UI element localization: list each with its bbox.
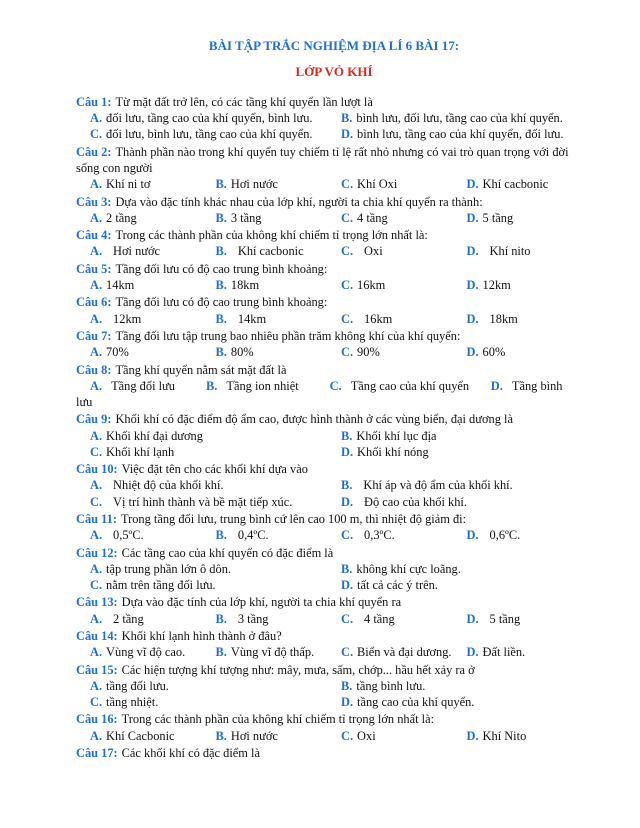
question-stem: [76, 227, 592, 243]
question-8: [76, 362, 592, 411]
option-text: Biển và đại dương.: [357, 645, 452, 660]
option-text: 5 tầng: [489, 611, 521, 626]
option-letter: B.: [215, 277, 227, 292]
option-letter: B.: [205, 378, 218, 393]
answer-option-a: [90, 277, 216, 293]
answer-option-a: [90, 311, 216, 327]
answer-option-c: [341, 311, 467, 327]
option-text: tập trung phần lớn ô dôn.: [106, 561, 231, 576]
option-letter: A.: [90, 728, 103, 743]
option-letter: D.: [466, 177, 479, 192]
answer-option-a: [90, 428, 341, 444]
question-number: Câu 7:: [76, 328, 112, 343]
option-text: bình lưu, đối lưu, tầng cao của khí quyển.: [356, 111, 563, 126]
option-text: 90%: [357, 345, 380, 360]
answer-option-c: [341, 728, 467, 744]
answer-option-d: [341, 494, 592, 510]
option-text: 12km: [482, 277, 511, 292]
answer-options: [76, 728, 592, 744]
option-letter: C.: [341, 611, 354, 626]
question-5: [76, 261, 592, 293]
question-text: Các hiện tượng khí tượng như: mây, mưa, sấm, chớp... hầu hết xảy ra ở: [121, 662, 475, 677]
option-letter: A.: [90, 311, 103, 326]
question-text: Dựa vào đặc tính của lớp khí, người ta chia khí quyển ra: [121, 595, 402, 610]
option-text: 0,5ºC.: [113, 528, 144, 543]
option-letter: A.: [90, 210, 103, 225]
question-number: Câu 9:: [76, 412, 112, 427]
question-15: [76, 662, 592, 711]
answer-option-c: [90, 126, 341, 142]
option-letter: D.: [466, 645, 479, 660]
question-stem: [76, 94, 592, 110]
option-text: 80%: [230, 345, 254, 360]
question-16: [76, 711, 592, 743]
question-text: Từ mặt đất trở lên, có các tầng khí quyển lần lượt là: [115, 95, 373, 109]
option-letter: C.: [90, 127, 103, 142]
option-letter: A.: [90, 678, 103, 693]
question-number: Câu 5:: [76, 261, 112, 276]
answer-option-c: [341, 527, 467, 543]
option-letter: C.: [90, 444, 103, 459]
answer-option-d: [467, 344, 593, 360]
document-subtitle: LỚP VỎ KHÍ: [295, 64, 373, 79]
question-number: Câu 4:: [76, 228, 112, 243]
option-text: Khí áp và độ ẩm của khối khí.: [363, 478, 513, 493]
answer-options: [76, 428, 592, 460]
answer-options-inline: A. Tầng đối lưu B. Tầng ion nhiệt C. Tầng cao của khí quyển D. Tầng bình lưu: [76, 378, 566, 409]
answer-option-b: [216, 311, 342, 327]
option-letter: A.: [90, 428, 103, 443]
answer-option-c: [341, 644, 467, 660]
option-letter: B.: [215, 244, 227, 259]
answer-option-d: [341, 694, 592, 710]
option-text: 14km: [106, 277, 135, 292]
option-letter: A.: [90, 528, 103, 543]
option-text: tầng bình lưu.: [356, 678, 426, 693]
option-letter: C.: [90, 694, 103, 709]
answer-options: [76, 344, 592, 360]
option-letter: A.: [90, 177, 103, 192]
option-letter: D.: [341, 577, 354, 592]
option-text: bình lưu, tầng cao của khí quyển, đối lưu.: [357, 127, 564, 142]
answer-option-b: [341, 428, 592, 444]
answer-option-a: [90, 176, 216, 192]
option-letter: B.: [215, 645, 227, 660]
option-letter: D.: [466, 244, 479, 259]
answer-option-a: [90, 527, 216, 543]
question-stem: [76, 328, 592, 344]
answer-options: [76, 277, 592, 293]
option-text: 0,6ºC.: [489, 528, 521, 543]
option-text: Khối khí lạnh: [106, 444, 175, 459]
question-17: [76, 745, 592, 761]
answer-options: [76, 644, 592, 660]
question-text: Thành phần nào trong khí quyển tuy chiếm tỉ lệ rất nhỏ nhưng có vai trò quan trọng với đời sống con người: [76, 144, 569, 175]
answer-option-c: [341, 243, 467, 259]
option-letter: C.: [341, 277, 354, 292]
option-letter: D.: [466, 345, 479, 360]
option-letter: D.: [341, 444, 354, 459]
question-number: Câu 8:: [76, 362, 112, 377]
option-text: Khí Cacbonic: [106, 728, 175, 743]
question-number: Câu 16:: [76, 712, 118, 727]
answer-option-b: [216, 728, 342, 744]
question-text: Khối khí lạnh hình thành ở đâu?: [121, 628, 282, 643]
option-text: 60%: [482, 345, 506, 360]
option-text: Oxi: [364, 244, 383, 259]
option-text: 12km: [113, 311, 142, 326]
question-14: [76, 628, 592, 660]
question-number: Câu 12:: [76, 545, 118, 560]
option-text: tầng cao của khí quyển.: [357, 694, 475, 709]
option-text: 4 tầng: [364, 611, 395, 626]
option-text: tầng nhiệt.: [106, 694, 159, 709]
answer-option-a: [90, 644, 216, 660]
option-letter: B.: [341, 478, 353, 493]
question-stem: [76, 711, 592, 727]
option-text: Hơi nước: [113, 244, 161, 259]
question-number: Câu 10:: [76, 462, 118, 477]
answer-option-b: [216, 176, 342, 192]
question-stem: [76, 461, 592, 477]
answer-option-b: [216, 611, 342, 627]
option-letter: D.: [466, 611, 479, 626]
option-letter: B.: [215, 611, 227, 626]
option-text: 3 tầng: [230, 210, 262, 225]
answer-option-c: [90, 694, 341, 710]
option-letter: A.: [90, 645, 103, 660]
answer-options: [76, 477, 592, 509]
document-title: BÀI TẬP TRẮC NGHIỆM ĐỊA LÍ 6 BÀI 17:: [208, 38, 460, 53]
question-3: [76, 194, 592, 226]
answer-options: [76, 243, 592, 259]
option-text: tất cả các ý trên.: [357, 577, 438, 592]
option-text: 18km: [230, 277, 260, 292]
question-number: Câu 6:: [76, 295, 112, 310]
answer-option-a: [90, 561, 341, 577]
question-number: Câu 15:: [76, 662, 118, 677]
question-number: Câu 13:: [76, 595, 118, 610]
answer-option-c: [341, 210, 467, 226]
question-stem: [76, 662, 592, 678]
answer-options: [76, 176, 592, 192]
question-4: [76, 227, 592, 259]
answer-option-d: [467, 210, 593, 226]
answer-option-b: [341, 477, 592, 493]
answer-option-b: [341, 110, 592, 126]
question-text: Tầng đối lưu tập trung bao nhiêu phần trăm không khí của khí quyển:: [115, 328, 461, 343]
option-text: Khí ni tơ: [106, 177, 151, 192]
answer-options: [76, 311, 592, 327]
option-letter: D.: [466, 528, 479, 543]
question-list: [76, 94, 592, 761]
question-text: Khối khí có đặc điểm độ ẩm cao, được hình thành ở các vùng biển, đại dương là: [115, 412, 513, 427]
option-text: Khối khí lục địa: [356, 428, 437, 443]
option-letter: B.: [341, 678, 353, 693]
answer-option-b: [216, 344, 342, 360]
option-letter: A.: [90, 478, 103, 493]
answer-option-d: [341, 577, 592, 593]
option-text: 70%: [106, 345, 129, 360]
option-text: Vị trí hình thành và bề mặt tiếp xúc.: [113, 494, 293, 509]
option-letter: B.: [215, 728, 227, 743]
answer-option-b: [341, 678, 592, 694]
option-text: Khí Oxi: [357, 177, 398, 192]
option-letter: A.: [90, 378, 103, 393]
option-letter: B.: [341, 428, 353, 443]
option-text: Oxi: [357, 728, 376, 743]
option-letter: B.: [215, 311, 227, 326]
option-text: Khí nito: [489, 244, 531, 259]
answer-options: [76, 378, 592, 410]
option-text: 5 tầng: [482, 210, 514, 225]
answer-option-d: [467, 728, 593, 744]
option-letter: C.: [90, 577, 103, 592]
question-11: [76, 511, 592, 543]
question-text: Các khối khí có đặc điểm là: [121, 745, 260, 760]
option-letter: B.: [215, 177, 227, 192]
answer-option-d: [467, 611, 593, 627]
question-1: [76, 94, 592, 143]
option-letter: C.: [329, 378, 342, 393]
question-number: Câu 1:: [76, 95, 112, 109]
option-letter: C.: [341, 528, 354, 543]
question-number: Câu 17:: [76, 745, 118, 760]
option-text: Khí cacbonic: [237, 244, 304, 259]
option-text: 4 tầng: [357, 210, 388, 225]
option-text: 16km: [357, 277, 386, 292]
option-letter: C.: [341, 345, 354, 360]
answer-option-a: [90, 678, 341, 694]
option-letter: D.: [466, 728, 479, 743]
option-text: Khí cacbonic: [482, 177, 549, 192]
option-letter: D.: [341, 494, 354, 509]
option-letter: A.: [90, 345, 103, 360]
answer-option-b: [216, 277, 342, 293]
option-text: đối lưu, tầng cao của khí quyển, bình lưu.: [106, 111, 313, 126]
answer-option-a: [90, 210, 216, 226]
question-text: Việc đặt tên cho các khối khí dựa vào: [121, 462, 308, 477]
option-letter: D.: [341, 127, 354, 142]
answer-option-a: [90, 243, 216, 259]
question-stem: [76, 194, 592, 210]
option-text: Khối khí nóng: [357, 444, 429, 459]
answer-option-d: [467, 176, 593, 192]
answer-option-a: [90, 477, 341, 493]
question-9: [76, 411, 592, 460]
option-text: Hơi nước: [230, 177, 278, 192]
answer-option-b: [216, 210, 342, 226]
question-stem: [76, 294, 592, 310]
option-text: Vùng vĩ độ cao.: [106, 645, 186, 660]
question-number: Câu 2:: [76, 144, 112, 159]
question-stem: [76, 411, 592, 427]
question-stem: [76, 545, 592, 561]
question-text: Trong các thành phần của không khí chiếm tỉ trọng lớn nhất là:: [115, 228, 428, 243]
question-12: [76, 545, 592, 594]
question-stem: [76, 628, 592, 644]
option-letter: D.: [466, 210, 479, 225]
answer-option-b: [341, 561, 592, 577]
question-stem: [76, 362, 592, 378]
option-text: 2 tầng: [113, 611, 144, 626]
answer-option-c: [341, 611, 467, 627]
question-stem: [76, 745, 592, 761]
answer-option-d: [467, 311, 593, 327]
option-letter: D.: [341, 694, 354, 709]
option-text: Đất liền.: [482, 645, 526, 660]
answer-option-c: [90, 444, 341, 460]
answer-option-c: [341, 176, 467, 192]
option-text: nằm trên tầng đối lưu.: [106, 577, 216, 592]
option-letter: C.: [341, 645, 354, 660]
answer-option-c: [341, 344, 467, 360]
option-text: 3 tầng: [237, 611, 269, 626]
answer-option-a: [90, 344, 216, 360]
question-text: Các tầng cao của khí quyển có đặc điểm là: [121, 545, 334, 560]
option-letter: C.: [341, 244, 354, 259]
answer-options: [76, 611, 592, 627]
option-letter: B.: [341, 561, 353, 576]
answer-option-d: [467, 243, 593, 259]
answer-options: [76, 678, 592, 710]
question-stem: [76, 511, 592, 527]
option-text: 18km: [489, 311, 518, 326]
question-stem: [76, 594, 592, 610]
option-text: Hơi nước: [230, 728, 278, 743]
answer-options: [76, 561, 592, 593]
option-text: Vùng vĩ độ thấp.: [230, 645, 315, 660]
option-letter: C.: [341, 177, 354, 192]
option-text: Độ cao của khối khí.: [364, 494, 467, 509]
option-text: 14km: [237, 311, 267, 326]
question-6: [76, 294, 592, 326]
question-number: Câu 11:: [76, 511, 117, 526]
answer-option-b: [216, 644, 342, 660]
question-stem: [76, 261, 592, 277]
option-text: 2 tầng: [106, 210, 137, 225]
option-letter: C.: [341, 311, 354, 326]
question-2: [76, 144, 592, 193]
answer-option-b: [216, 527, 342, 543]
answer-options: [76, 210, 592, 226]
option-letter: C.: [90, 494, 103, 509]
question-10: [76, 461, 592, 510]
option-letter: B.: [215, 345, 227, 360]
option-letter: C.: [341, 210, 354, 225]
option-text: 16km: [364, 311, 393, 326]
option-text: tầng đối lưu.: [106, 678, 169, 693]
option-letter: D.: [466, 277, 479, 292]
question-7: [76, 328, 592, 360]
question-number: Câu 14:: [76, 628, 118, 643]
answer-option-c: [90, 577, 341, 593]
question-text: Tầng đối lưu có độ cao trung bình khoảng:: [115, 261, 328, 276]
answer-option-d: [467, 527, 593, 543]
answer-option-a: [90, 728, 216, 744]
answer-option-d: [341, 444, 592, 460]
answer-options: [76, 110, 592, 142]
option-text: Khí Nito: [482, 728, 527, 743]
answer-option-d: [467, 644, 593, 660]
option-text: không khí cực loãng.: [356, 561, 461, 576]
question-stem: [76, 144, 592, 176]
answer-option-a: [90, 611, 216, 627]
option-letter: A.: [90, 111, 103, 126]
answer-option-c: [90, 494, 341, 510]
answer-option-d: [341, 126, 592, 142]
option-text: Nhiệt độ của khối khí.: [113, 478, 224, 493]
answer-option-d: [467, 277, 593, 293]
answer-option-b: [216, 243, 342, 259]
question-text: Tầng khí quyển nằm sát mặt đất là: [115, 362, 287, 377]
option-letter: C.: [341, 728, 354, 743]
option-letter: A.: [90, 611, 103, 626]
option-letter: D.: [466, 311, 479, 326]
question-text: Tầng đối lưu có độ cao trung bình khoảng:: [115, 295, 328, 310]
answer-option-c: [341, 277, 467, 293]
question-number: Câu 3:: [76, 194, 112, 209]
question-text: Dựa vào đặc tính khác nhau của lớp khí, người ta chia khí quyển ra thành:: [115, 194, 483, 209]
option-text: Khối khí đại dương: [106, 428, 203, 443]
option-letter: B.: [215, 210, 227, 225]
option-letter: B.: [341, 111, 353, 126]
option-letter: D.: [490, 378, 503, 393]
answer-option-a: [90, 110, 341, 126]
option-text: 0,3ºC.: [364, 528, 395, 543]
option-letter: A.: [90, 244, 103, 259]
answer-options: [76, 527, 592, 543]
question-13: [76, 594, 592, 626]
option-text: 0,4ºC.: [237, 528, 269, 543]
question-text: Trong các thành phần của không khí chiếm tỉ trọng lớn nhất là:: [121, 712, 435, 727]
option-text: đối lưu, bình lưu, tầng cao của khí quyển.: [106, 127, 313, 142]
option-letter: B.: [215, 528, 227, 543]
option-letter: A.: [90, 277, 103, 292]
option-letter: A.: [90, 561, 103, 576]
question-text: Trong tầng đối lưu, trung bình cứ lên cao 100 m, thì nhiệt độ giảm đi:: [120, 511, 467, 526]
